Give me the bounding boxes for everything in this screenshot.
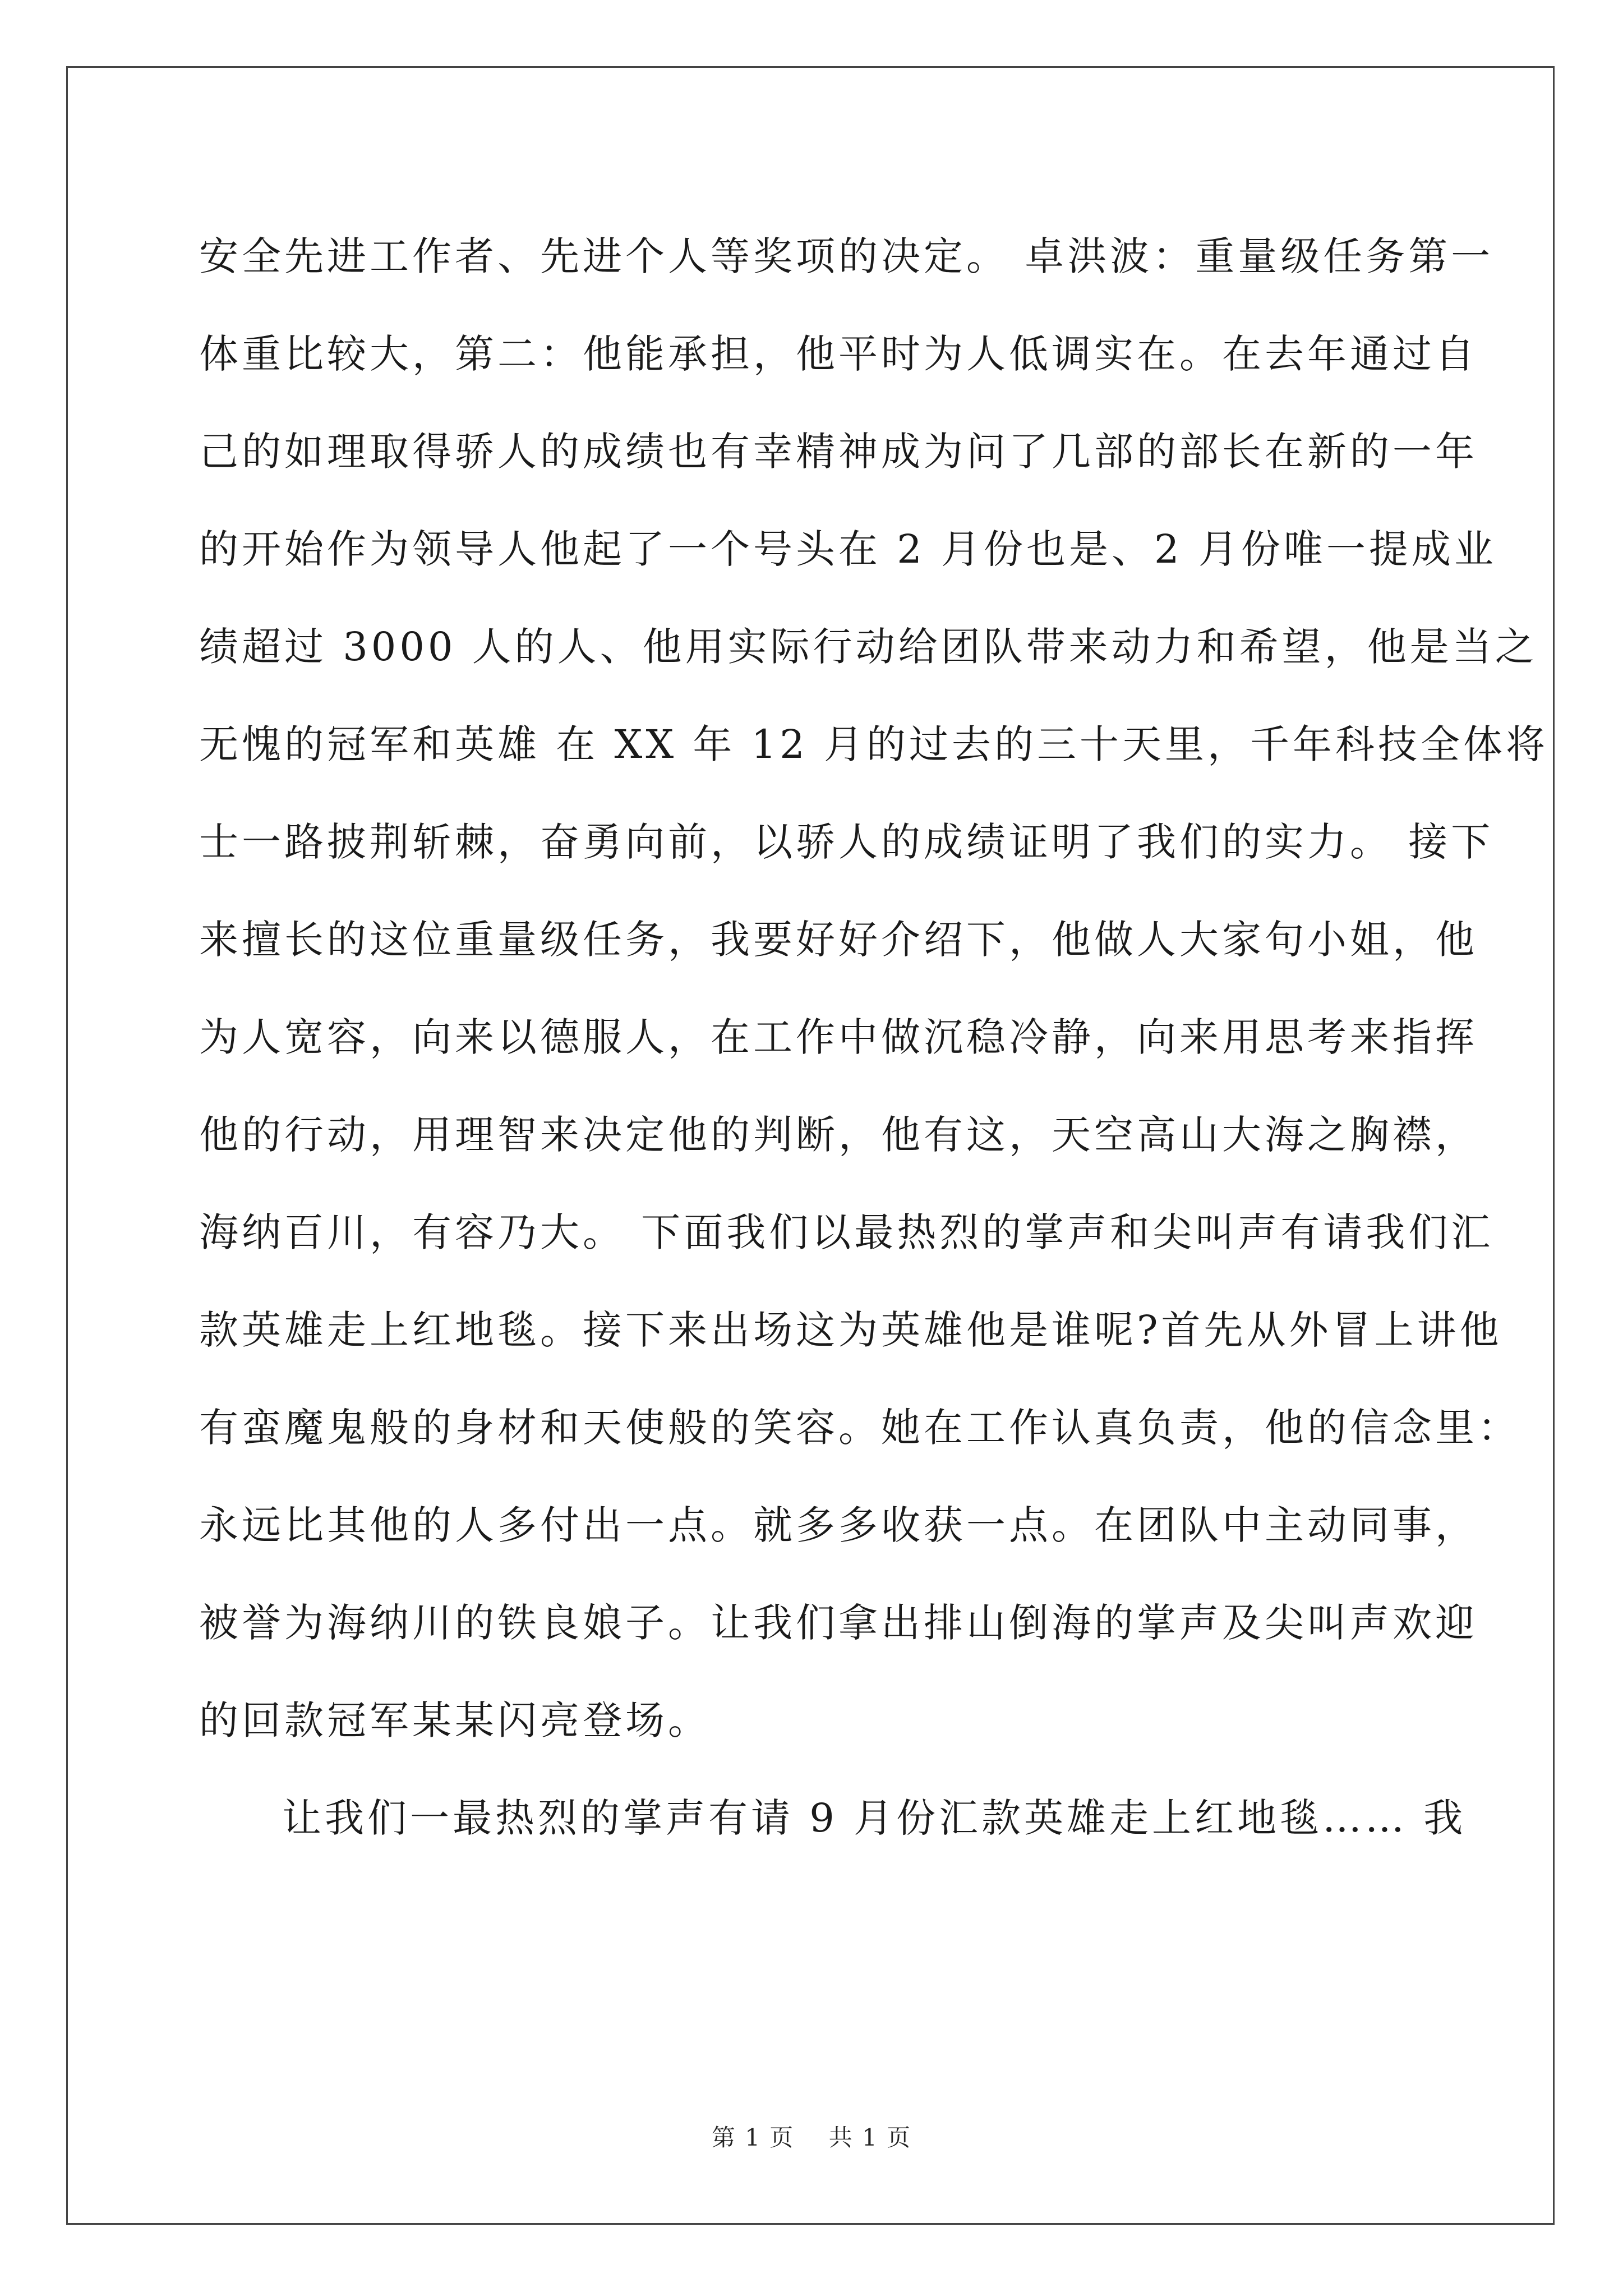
body-line: 为人宽容，向来以德服人，在工作中做沉稳冷静，向来用思考来指挥 — [199, 1014, 1478, 1060]
body-line: 被誉为海纳川的铁良娘子。让我们拿出排山倒海的掌声及尖叫声欢迎 — [199, 1600, 1478, 1646]
body-line: 款英雄走上红地毯。接下来出场这为英雄他是谁呢?首先从外冒上讲他 — [199, 1307, 1502, 1353]
body-line: 来擅长的这位重量级任务，我要好好介绍下，他做人大家句小姐，他 — [199, 917, 1478, 963]
last-paragraph-line: 让我们一最热烈的掌声有请 9 月份汇款英雄走上红地毯…… 我 — [282, 1795, 1467, 1841]
body-line: 有蛮魔鬼般的身材和天使般的笑容。她在工作认真负责，他的信念里： — [199, 1405, 1520, 1451]
body-line: 无愧的冠军和英雄 在 XX 年 12 月的过去的三十天里，千年科技全体将 — [199, 721, 1548, 767]
body-line: 的回款冠军某某闪亮登场。 — [199, 1697, 711, 1743]
body-line: 海纳百川，有容乃大。 下面我们以最热烈的掌声和尖叫声有请我们汇 — [199, 1209, 1494, 1255]
body-line: 己的如理取得骄人的成绩也有幸精神成为问了几部的部长在新的一年 — [199, 429, 1478, 475]
body-line: 体重比较大，第二：他能承担，他平时为人低调实在。在去年通过自 — [199, 331, 1478, 377]
page-number-footer: 第 1 页 共 1 页 — [711, 2124, 912, 2151]
body-line: 永远比其他的人多付出一点。就多多收获一点。在团队中主动同事， — [199, 1502, 1478, 1548]
body-line: 安全先进工作者、先进个人等奖项的决定。 卓洪波：重量级任务第一 — [199, 233, 1494, 279]
document-body — [199, 208, 1548, 1867]
body-line: 他的行动，用理智来决定他的判断，他有这，天空高山大海之胸襟， — [199, 1112, 1478, 1158]
body-line: 士一路披荆斩棘，奋勇向前，以骄人的成绩证明了我们的实力。 接下 — [199, 819, 1494, 865]
body-line: 绩超过 3000 人的人、他用实际行动给团队带来动力和希望，他是当之 — [199, 624, 1538, 670]
body-line: 的开始作为领导人他起了一个号头在 2 月份也是、2 月份唯一提成业 — [199, 526, 1497, 572]
